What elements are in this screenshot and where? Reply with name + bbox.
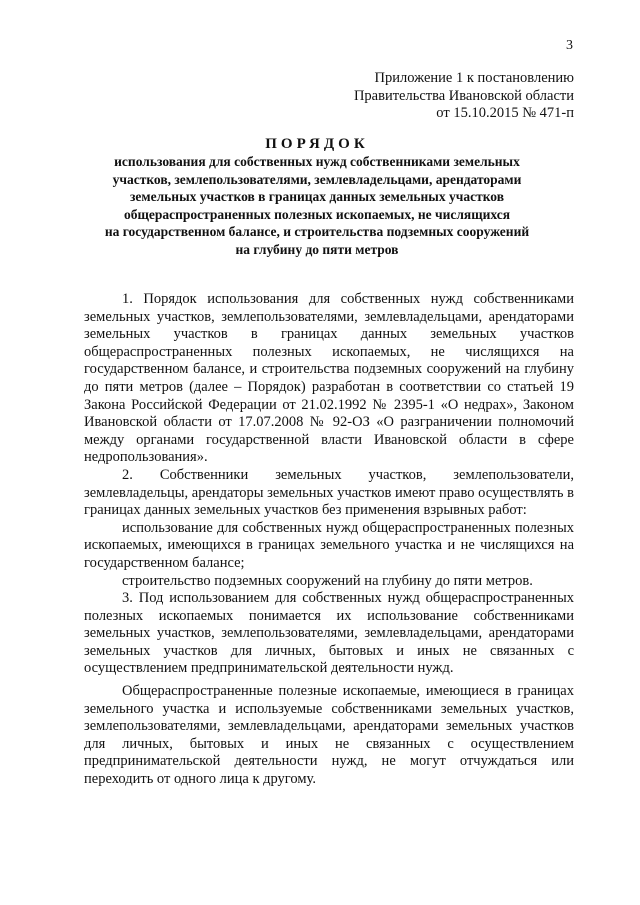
paragraph: 1. Порядок использования для собственных нужд собственниками земельных участков, землепользователями, землевладельцами, арендаторами земельных участков в границах данных земельных участков общераспространенных полезных ископаемых, не числящихся на государственном балансе, и строительства подземных сооружений на глубину до пяти метров (далее – Порядок) разработан в соответствии со статьей 19 Закона Российской Федерации от 21.02.1992 № 2395-1 «О недрах», Законом Ивановской области от 17.07.2008 № 92-ОЗ «О разграничении полномочий между органами государственной власти Ивановской области в сфере недропользования». <box>84 291 574 466</box>
paragraph: 2. Собственники земельных участков, землепользователи, землевладельцы, арендаторы земельных участков имеют право осуществлять в границах данных земельных участков без применения взрывных работ: <box>84 466 574 519</box>
paragraph: строительство подземных сооружений на глубину до пяти метров. <box>122 572 533 589</box>
document-title: ПОРЯДОК <box>265 136 369 152</box>
paragraph: 3. Под использованием для собственных нужд общераспространенных полезных ископаемых понимается их использование собственниками земельных участков, землепользователями, землевладельцами, арендаторами земельных участков для личных, бытовых и иных не связанных с осуществлением предпринимательской деятельности нужд. <box>84 590 574 677</box>
paragraph: использование для собственных нужд общераспространенных полезных ископаемых, имеющихся в границах земельного участка и не числящихся на государственном балансе; <box>84 519 574 571</box>
appendix-reference <box>354 70 574 123</box>
document-subtitle <box>60 153 574 258</box>
appendix-line: Правительства Ивановской области <box>353 87 574 104</box>
subtitle-line: общераспространенных полезных ископаемых, не числящихся <box>123 206 511 222</box>
appendix-line: от 15.10.2015 № 471-п <box>436 105 574 121</box>
paragraph: Общераспространенные полезные ископаемые, имеющиеся в границах земельного участка и используемые собственниками земельных участков, землепользователями, землевладельцами, арендаторами земельных участков для личных, бытовых и иных не связанных с осуществлением предпринимательской деятельности нужд, не могут отчуждаться или переходить от одного лица к другому. <box>84 683 574 788</box>
document-body <box>84 291 574 789</box>
subtitle-line: на глубину до пяти метров <box>235 241 399 257</box>
subtitle-line: на государственном балансе, и строительства подземных сооружений <box>104 224 530 239</box>
subtitle-line: участков, землепользователями, землевладельцами, арендаторами <box>112 171 522 187</box>
subtitle-line: использования для собственных нужд собственниками земельных <box>114 154 520 169</box>
page-number: 3 <box>566 38 573 53</box>
subtitle-line: земельных участков в границах данных земельных участков <box>129 189 505 204</box>
appendix-line: Приложение 1 к постановлению <box>374 70 574 86</box>
